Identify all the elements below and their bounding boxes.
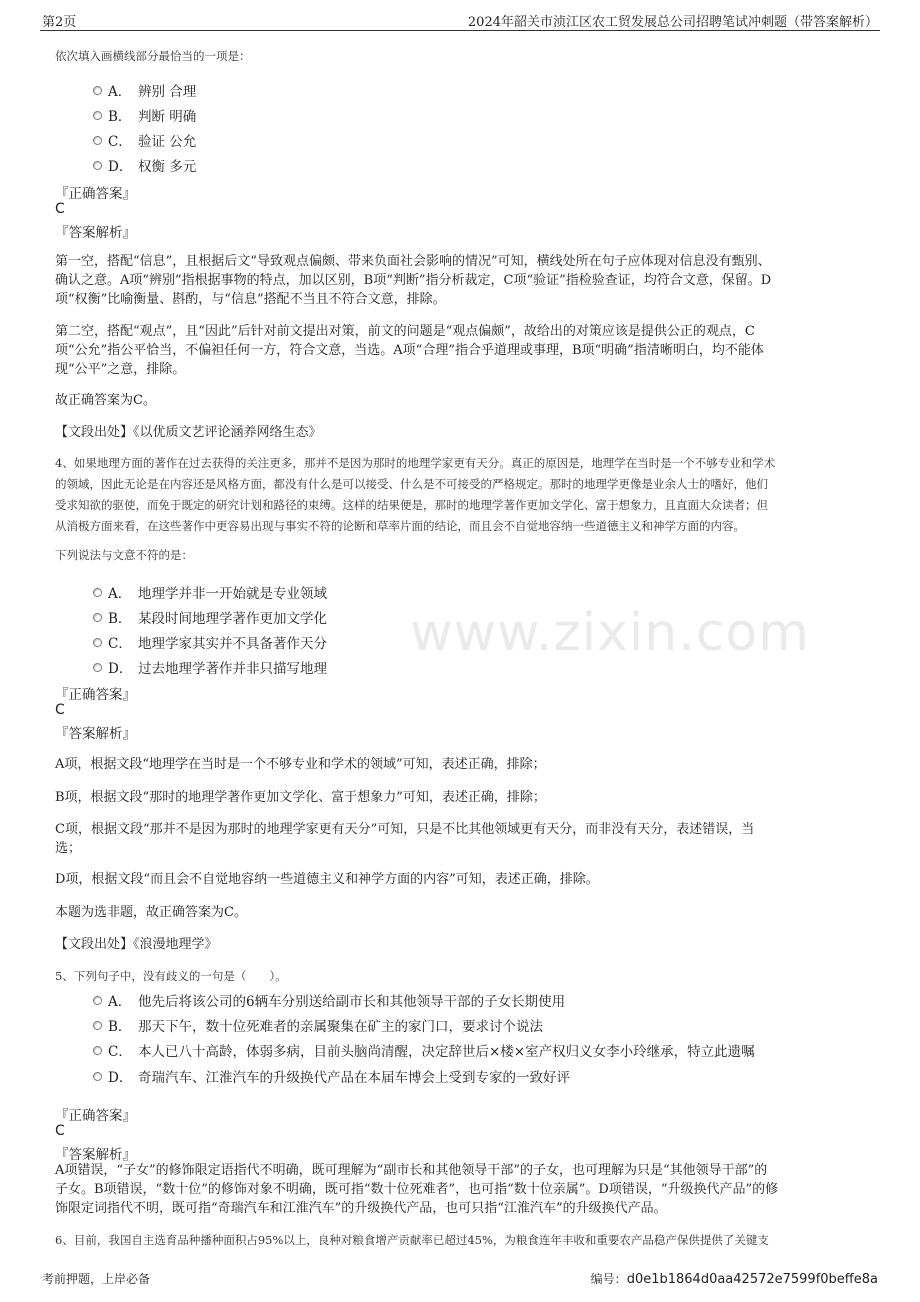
q5-option-c[interactable]: C． 本人已八十高龄，体弱多病，目前头脑尚清醒，决定辞世后×楼×室产权归义女李小玲继承，特立此遗嘱: [93, 1040, 755, 1060]
radio-icon[interactable]: [93, 613, 102, 622]
q3-option-b[interactable]: B． 判断 明确: [93, 105, 196, 125]
radio-icon[interactable]: [93, 136, 102, 145]
q3-prompt: 依次填入画横线部分最恰当的一项是：: [55, 49, 251, 63]
q3-analysis-line: 第一空，搭配“信息”，且根据后文“导致观点偏颇、带来负面社会影响的情况”可知，横线处所在句子应体现对信息没有甄别、: [55, 254, 771, 269]
q3-option-d[interactable]: D． 权衡 多元: [93, 155, 196, 175]
q3-analysis-line: 现“公平”之意，排除。: [55, 362, 186, 377]
q4-passage-line: 受求知欲的驱使，而免于既定的研究计划和路径的束缚。这样的结果便是，那时的地理学著作更加文学化、富于想象力，且直面大众读者；但: [55, 498, 768, 512]
q3-analysis-line: 确认之意。A项“辨别”指根据事物的特点，加以区别，B项“判断”指分析裁定，C项“验证”指检验查证，均符合文意，保留。D: [55, 273, 772, 288]
radio-icon[interactable]: [93, 588, 102, 597]
q5-analysis-line: 饰限定词指代不明，既可指“奇瑞汽车和江淮汽车”的升级换代产品，也可只指“江淮汽车”的升级换代产品。: [55, 1201, 667, 1216]
radio-icon[interactable]: [93, 663, 102, 672]
q4-analysis-line: D项，根据文段“而且会不自觉地容纳一些道德主义和神学方面的内容”可知，表述正确，排除。: [55, 872, 599, 887]
q3-source: 【文段出处】《以优质文艺评论涵养网络生态》: [55, 425, 322, 440]
q4-analysis-line: C项，根据文段“那并不是因为那时的地理学家更有天分”可知，只是不比其他领域更有天分，而非没有天分，表述错误，当: [55, 822, 755, 837]
q4-prompt: 下列说法与文意不符的是：: [55, 548, 193, 562]
q3-option-c[interactable]: C． 验证 公允: [93, 130, 196, 150]
q5-analysis-line: 子女。B项错误，“数十位”的修饰对象不明确，既可指“数十位死难者”，也可指“数十位亲属”。D项错误，“升级换代产品”的修: [55, 1182, 779, 1197]
q3-analysis-line: 故正确答案为C。: [55, 393, 156, 408]
radio-icon[interactable]: [93, 638, 102, 647]
q3-analysis-label: 『答案解析』: [55, 225, 136, 241]
q5-answer-label: 『正确答案』: [55, 1108, 136, 1124]
q3-option-a[interactable]: A． 辨别 合理: [93, 80, 196, 100]
q4-option-b[interactable]: B． 某段时间地理学著作更加文学化: [93, 607, 327, 627]
q4-passage-line: 的领域，因此无论是在内容还是风格方面，都没有什么是可以接受、什么是不可接受的严格规定。那时的地理学更像是业余人士的嗜好，他们: [55, 477, 768, 491]
q3-answer: C: [55, 201, 65, 217]
q4-analysis-line: 本题为选非题，故正确答案为C。: [55, 905, 247, 920]
radio-icon[interactable]: [93, 1021, 102, 1030]
footer-slogan: 考前押题，上岸必备: [42, 1272, 151, 1286]
radio-icon[interactable]: [93, 86, 102, 95]
radio-icon[interactable]: [93, 996, 102, 1005]
q3-answer-label: 『正确答案』: [55, 186, 136, 202]
q3-analysis-line: 第二空，搭配“观点”，且“因此”后针对前文提出对策，前文的问题是“观点偏颇”，故给出的对策应该是提供公正的观点，C: [55, 324, 755, 339]
radio-icon[interactable]: [93, 1046, 102, 1055]
q4-option-a[interactable]: A． 地理学并非一开始就是专业领域: [93, 582, 327, 602]
q5-answer: C: [55, 1123, 65, 1139]
q4-passage-line: 4、如果地理方面的著作在过去获得的关注更多，那并不是因为那时的地理学家更有天分。真正的原因是，地理学在当时是一个不够专业和学术: [55, 456, 776, 470]
q4-answer: C: [55, 702, 65, 718]
radio-icon[interactable]: [93, 161, 102, 170]
watermark: www.zixin.com: [410, 603, 810, 663]
page-header: [40, 8, 880, 31]
q4-answer-label: 『正确答案』: [55, 687, 136, 703]
q5-analysis-label: 『答案解析』: [55, 1147, 136, 1163]
q4-option-d[interactable]: D． 过去地理学著作并非只描写地理: [93, 657, 327, 677]
q3-analysis-line: 项“权衡”比喻衡量、斟酌，与“信息”搭配不当且不符合文意，排除。: [55, 292, 446, 307]
q4-passage-line: 从消极方面来看，在这些著作中更容易出现与事实不符的论断和草率片面的结论，而且会不自觉地容纳一些道德主义和神学方面的内容。: [55, 519, 745, 533]
page-number: 第2页: [42, 15, 77, 30]
radio-icon[interactable]: [93, 111, 102, 120]
q5-prompt: 5、下列句子中，没有歧义的一句是（ ）。: [55, 969, 287, 983]
q4-analysis-line: 选；: [55, 841, 82, 856]
q5-option-b[interactable]: B． 那天下午，数十位死难者的亲属聚集在矿主的家门口，要求讨个说法: [93, 1015, 543, 1035]
q6-text: 6、目前，我国自主选育品种播种面积占95%以上，良种对粮食增产贡献率已超过45%，为粮食连年丰收和重要农产品稳产保供提供了关键支: [55, 1233, 769, 1247]
q5-option-a[interactable]: A． 他先后将该公司的6辆车分别送给副市长和其他领导干部的子女长期使用: [93, 990, 565, 1010]
document-title: 2024年韶关市浈江区农工贸发展总公司招聘笔试冲刺题（带答案解析）: [467, 15, 878, 30]
q4-analysis-label: 『答案解析』: [55, 726, 136, 742]
q4-analysis-line: A项，根据文段“地理学在当时是一个不够专业和学术的领域”可知，表述正确，排除；: [55, 757, 546, 772]
footer-code: 编号：d0e1b1864d0aa42572e7599f0beffe8a: [590, 1272, 878, 1287]
q4-option-c[interactable]: C． 地理学家其实并不具备著作天分: [93, 632, 327, 652]
q5-option-d[interactable]: D． 奇瑞汽车、江淮汽车的升级换代产品在本届车博会上受到专家的一致好评: [93, 1066, 570, 1086]
q4-analysis-line: B项，根据文段“那时的地理学著作更加文学化、富于想象力”可知，表述正确，排除；: [55, 790, 546, 805]
q4-source: 【文段出处】《浪漫地理学》: [55, 937, 218, 952]
q3-analysis-line: 项“公允”指公平恰当，不偏袒任何一方，符合文意，当选。A项“合理”指合乎道理或事理，B项“明确”指清晰明白，均不能体: [55, 343, 764, 358]
radio-icon[interactable]: [93, 1072, 102, 1081]
q5-analysis-line: A项错误，“子女”的修饰限定语指代不明确，既可理解为“副市长和其他领导干部”的子女，也可理解为只是“其他领导干部”的: [55, 1163, 768, 1178]
